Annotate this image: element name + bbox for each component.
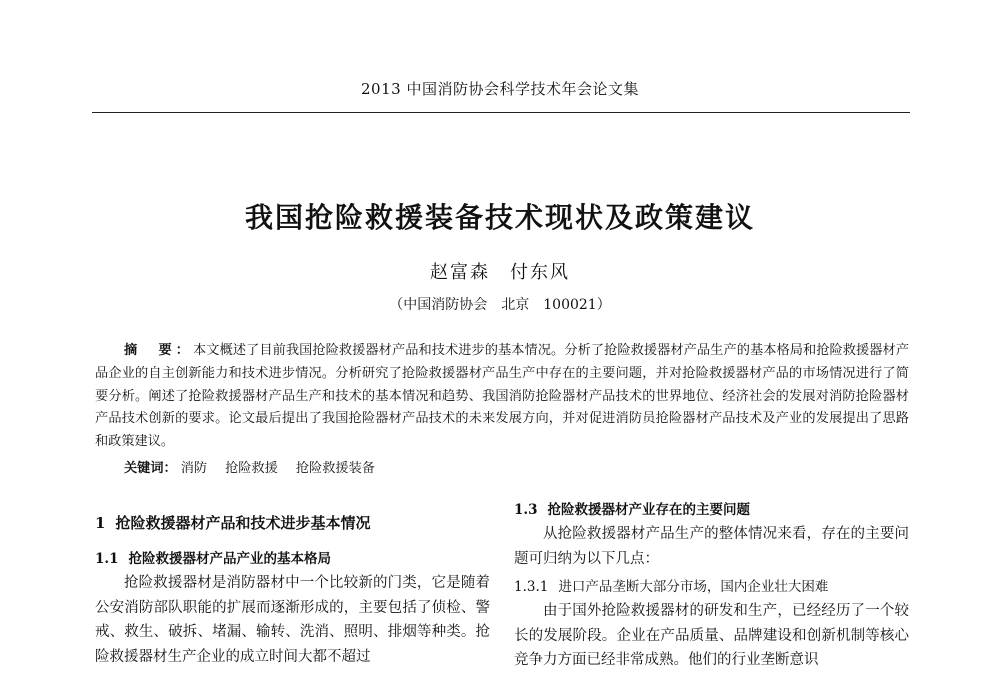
paper-title: 我国抢险救援装备技术现状及政策建议 (244, 201, 755, 234)
left-column (95, 512, 490, 669)
affiliation: （中国消防协会 北京 100021） (389, 297, 611, 313)
keywords (124, 457, 389, 476)
abstract (95, 340, 909, 454)
subsection-number: 1.1 (95, 551, 119, 567)
section-title: 抢险救援器材产品和技术进步基本情况 (115, 514, 371, 532)
header-rule (92, 112, 910, 113)
body-paragraph: 抢险救援器材是消防器材中一个比较新的门类，它是随着公安消防部队职能的扩展而逐渐形成的，主要包括了侦检、警戒、救生、破拆、堵漏、输转、洗消、照明、排烟等种类。抢险救援器材生产企业的成立时间大都不超过 (95, 575, 490, 665)
subsection-number: 1.3 (514, 502, 538, 518)
subsubsection-heading (514, 575, 909, 595)
body-paragraph: 从抢险救援器材产品生产的整体情况来看，存在的主要问题可归纳为以下几点： (514, 526, 909, 567)
section-heading (95, 512, 490, 533)
abstract-text: 本文概述了目前我国抢险救援器材产品和技术进步的基本情况。分析了抢险救援器材产品生产的基本格局和抢险救援器材产品企业的自主创新能力和技术进步情况。分析研究了抢险救援器材产品生产中存在的主要问题，并对抢险救援器材产品的市场情况进行了简要分析。阐述了抢险救援器材产品生产和技术的基本情况和趋势、我国消防抢险器材产品技术的世界地位、经济社会的发展对消防抢险器材产品技术创新的要求。论文最后提出了我国抢险器材产品技术的未来发展方向，并对促进消防员抢险器材产品技术及产业的发展提出了思路和政策建议。 (95, 343, 910, 450)
subsubsection-number: 1.3.1 (514, 579, 549, 595)
authors: 赵富森 付东风 (430, 262, 570, 283)
subsubsection-title: 进口产品垄断大部分市场，国内企业壮大困难 (558, 579, 829, 595)
keywords-label: 关键词： (124, 461, 177, 476)
subsection-title: 抢险救援器材产业存在的主要问题 (547, 502, 750, 518)
body-paragraph: 由于国外抢险救援器材的研发和生产，已经经历了一个较长的发展阶段。企业在产品质量、品牌建设和创新机制等核心竞争力方面已经非常成熟。他们的行业垄断意识 (514, 603, 909, 668)
right-column (514, 498, 909, 673)
keyword: 消防 (180, 461, 208, 476)
abstract-label: 摘 要： (124, 343, 194, 358)
subsection-heading (95, 547, 490, 567)
keyword: 抢险救援装备 (295, 461, 375, 476)
keyword: 抢险救援 (225, 461, 278, 476)
running-header: 2013 中国消防协会科学技术年会论文集 (361, 80, 639, 98)
subsection-heading (514, 498, 909, 518)
subsection-title: 抢险救援器材产品产业的基本格局 (128, 551, 331, 567)
section-number: 1 (95, 514, 106, 532)
